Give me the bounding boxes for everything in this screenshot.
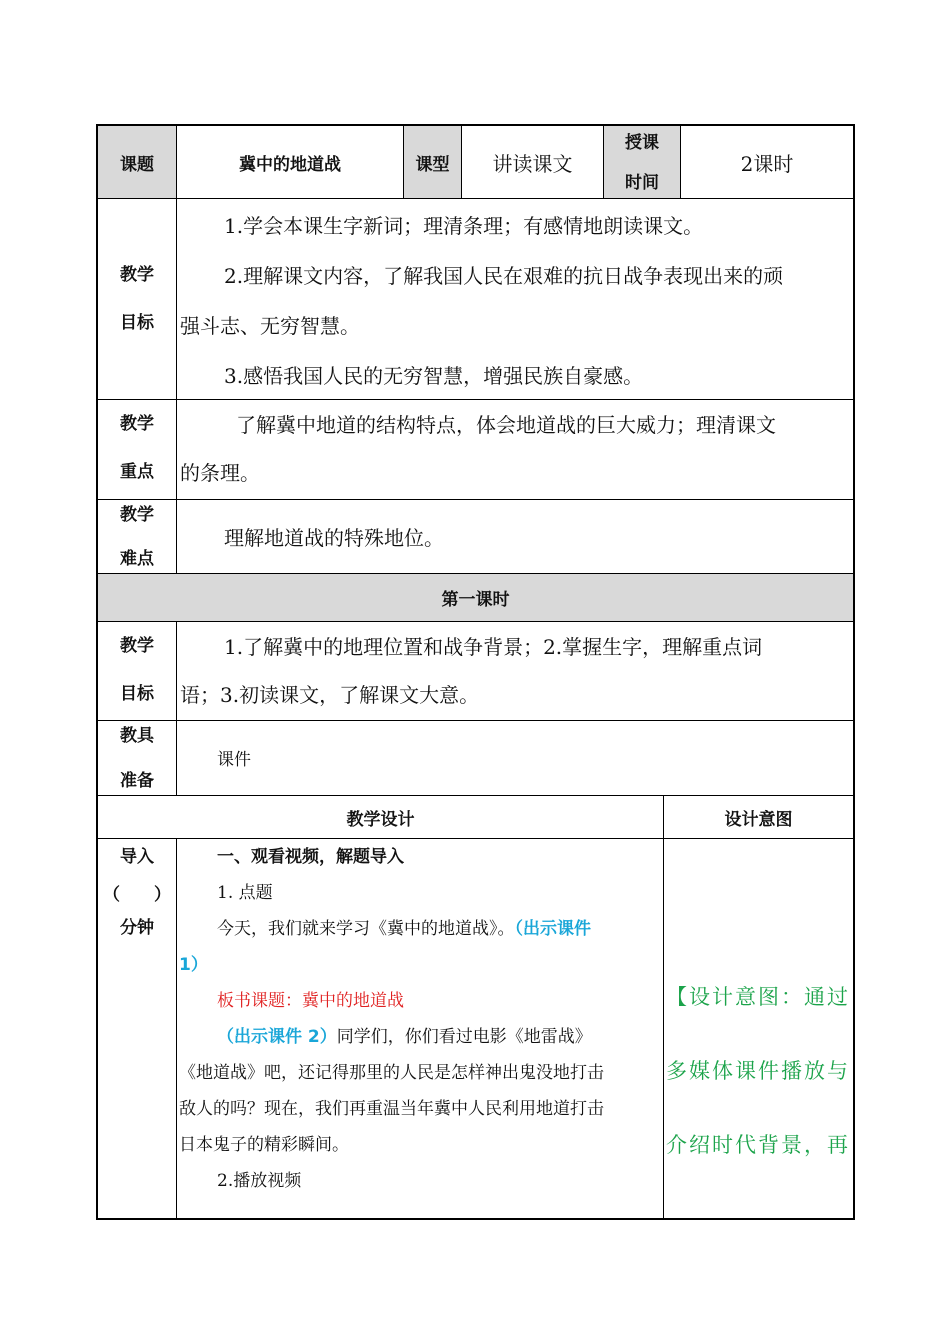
difficulty-label-line1: 教学 <box>120 505 154 525</box>
intent-content <box>664 839 853 1218</box>
focus-row <box>96 400 855 500</box>
design-para1-text: 今天，我们就来学习《冀中的地道战》。 <box>217 919 515 939</box>
goals-content <box>177 199 853 399</box>
tools-label <box>98 721 177 795</box>
goals-label <box>98 199 177 399</box>
design-header-row <box>96 796 855 839</box>
design-board-title: 板书课题：冀中的地道战 <box>217 991 404 1011</box>
focus-label-line2: 重点 <box>120 462 154 482</box>
design-para1 <box>179 911 663 947</box>
design-para2-courseware: （出示课件 2） <box>217 1027 337 1047</box>
time-value: 2课时 <box>740 151 794 176</box>
goals-line3: 3.感悟我国人民的无穷智慧，增强民族自豪感。 <box>224 364 644 388</box>
intro-label-line3: 分钟 <box>120 918 154 938</box>
design-col-header: 教学设计 <box>98 796 664 838</box>
intent-col-header: 设计意图 <box>724 809 793 830</box>
design-para2-text: 同学们，你们看过电影《地雷战》 <box>336 1027 592 1047</box>
design-para2 <box>179 1019 663 1055</box>
time-label-line2: 时间 <box>625 173 659 193</box>
difficulty-content: 理解地道战的特殊地位。 <box>224 526 444 550</box>
design-step2: 2.播放视频 <box>217 1171 302 1191</box>
goals-label-line1: 教学 <box>120 265 154 285</box>
focus-label-line1: 教学 <box>120 414 154 434</box>
header-row <box>96 124 855 199</box>
focus-line2: 的条理。 <box>180 461 260 485</box>
lesson1-goals-label-line1: 教学 <box>120 636 154 656</box>
design-heading: 一、观看视频，解题导入 <box>217 847 404 867</box>
tools-row <box>96 721 855 796</box>
tools-label-line2: 准备 <box>120 771 154 791</box>
type-label: 课型 <box>404 126 462 198</box>
focus-line1: 了解冀中地道的结构特点，体会地道战的巨大威力；理清课文 <box>236 413 776 437</box>
lesson1-goals-label <box>98 622 177 720</box>
lesson1-goals-label-line2: 目标 <box>120 684 154 704</box>
intro-label-line2: （ ） <box>103 885 171 905</box>
design-para1-courseware: （出示课件 <box>514 919 591 939</box>
lesson1-title: 第一课时 <box>441 590 510 610</box>
design-para2-line4: 日本鬼子的精彩瞬间。 <box>179 1135 349 1155</box>
topic-value: 冀中的地道战 <box>177 126 404 198</box>
tools-content: 课件 <box>217 750 251 770</box>
lesson1-goals-line2: 语；3.初读课文，了解课文大意。 <box>180 683 480 707</box>
focus-label <box>98 400 177 499</box>
focus-content <box>177 400 853 499</box>
lesson1-goals-row <box>96 622 855 721</box>
design-content <box>177 839 664 1218</box>
lesson1-goals-content <box>177 622 853 720</box>
intent-line1: 【设计意图：通过 <box>666 985 850 1009</box>
lesson1-title-row <box>96 574 855 622</box>
goals-line1: 1.学会本课生字新词；理清条理；有感情地朗读课文。 <box>224 214 704 238</box>
tools-label-line1: 教具 <box>120 726 154 746</box>
intro-label-line1: 导入 <box>120 847 154 867</box>
goals-label-line2: 目标 <box>120 313 154 333</box>
goals-line2b: 强斗志、无穷智慧。 <box>180 314 360 338</box>
design-para2-line3: 敌人的吗？现在，我们再重温当年冀中人民利用地道打击 <box>179 1099 604 1119</box>
time-label-line1: 授课 <box>625 133 659 153</box>
difficulty-label-line2: 难点 <box>120 549 154 569</box>
difficulty-row <box>96 500 855 574</box>
time-label <box>604 126 681 198</box>
difficulty-label <box>98 500 177 573</box>
lesson-plan-table <box>96 124 855 1220</box>
design-step1: 1. 点题 <box>217 883 273 903</box>
topic-label: 课题 <box>98 126 177 198</box>
intro-label <box>98 839 177 1218</box>
design-para1-courseware-end: 1） <box>179 955 208 975</box>
goals-line2a: 2.理解课文内容，了解我国人民在艰难的抗日战争表现出来的顽 <box>224 264 784 288</box>
design-body-row <box>96 839 855 1220</box>
design-para2-line2: 《地道战》吧，还记得那里的人民是怎样神出鬼没地打击 <box>179 1063 604 1083</box>
lesson1-goals-line1: 1.了解冀中的地理位置和战争背景；2.掌握生字，理解重点词 <box>224 635 763 659</box>
intent-line2: 多媒体课件播放与 <box>666 1059 850 1083</box>
type-value: 讲读课文 <box>462 126 604 198</box>
intent-line3: 介绍时代背景，再 <box>666 1133 850 1157</box>
goals-row <box>96 199 855 400</box>
